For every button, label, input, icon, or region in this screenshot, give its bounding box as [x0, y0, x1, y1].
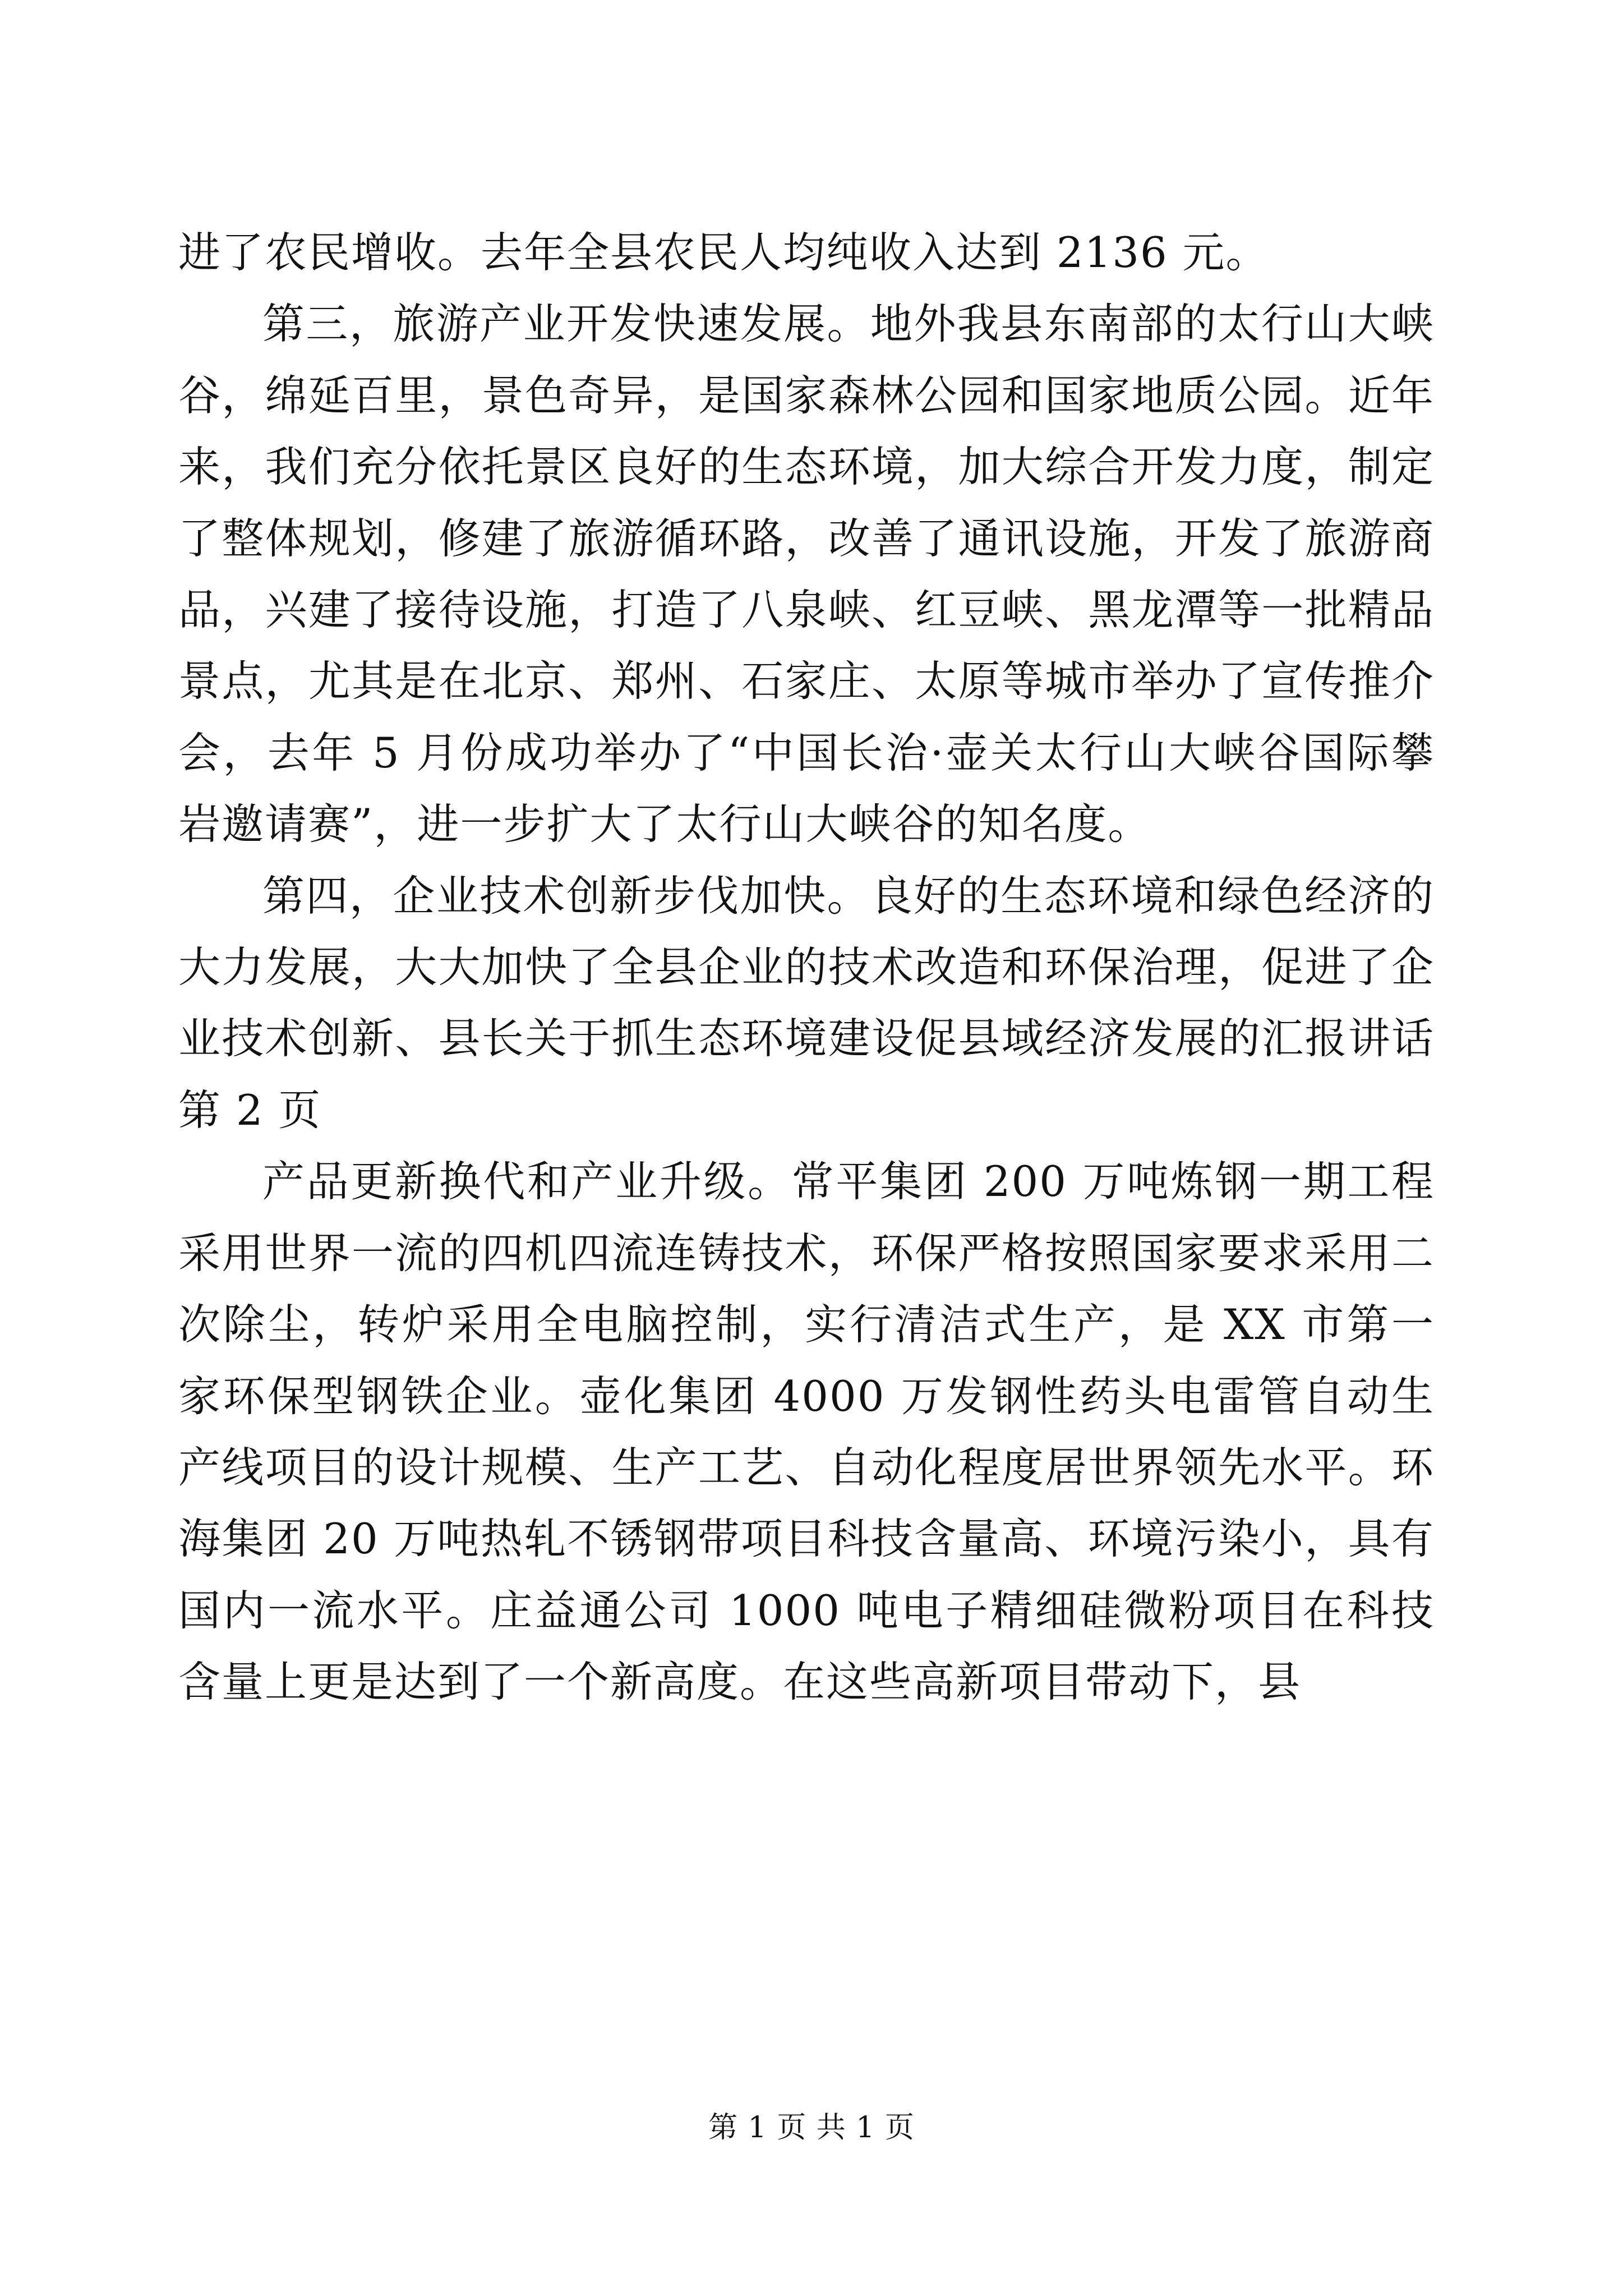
paragraph-continuation: 进了农民增收。去年全县农民人均纯收入达到 2136 元。 — [178, 228, 1269, 277]
document-body — [178, 217, 1435, 1718]
paragraph-tourism: 第三，旅游产业开发快速发展。地外我县东南部的太行山大峡谷，绵延百里，景色奇异，是国家森林公园和国家地质公园。近年来，我们充分依托景区良好的生态环境，加大综合开发力度，制定了整体规划，修建了旅游循环路，改善了通讯设施，开发了旅游商品，兴建了接待设施，打造了八泉峡、红豆峡、黑龙潭等一批精品景点，尤其是在北京、郑州、石家庄、太原等城市举办了宣传推介会，去年 5 月份成功举办了“中国长治·壶关太行山大峡谷国际攀岩邀请赛”，进一步扩大了太行山大峡谷的知名度。 — [178, 299, 1435, 849]
page-footer: 第 1 页 共 1 页 — [708, 2111, 915, 2145]
paragraph-innovation: 第四，企业技术创新步伐加快。良好的生态环境和绿色经济的大力发展，大大加快了全县企业的技术改造和环保治理，促进了企业技术创新、县长关于抓生态环境建设促县域经济发展的汇报讲话第 2 页 — [178, 871, 1435, 1135]
paragraph-upgrade: 产品更新换代和产业升级。常平集团 200 万吨炼钢一期工程采用世界一流的四机四流连铸技术，环保严格按照国家要求采用二次除尘，转炉采用全电脑控制，实行清洁式生产，是 XX 市第一家环保型钢铁企业。壶化集团 4000 万发钢性药头电雷管自动生产线项目的设计规模、生产工艺、自动化程度居世界领先水平。环海集团 20 万吨热轧不锈钢带项目科技含量高、环境污染小，具有国内一流水平。庄益通公司 1000 吨电子精细硅微粉项目在科技含量上更是达到了一个新高度。在这些高新项目带动下，县 — [178, 1157, 1435, 1707]
